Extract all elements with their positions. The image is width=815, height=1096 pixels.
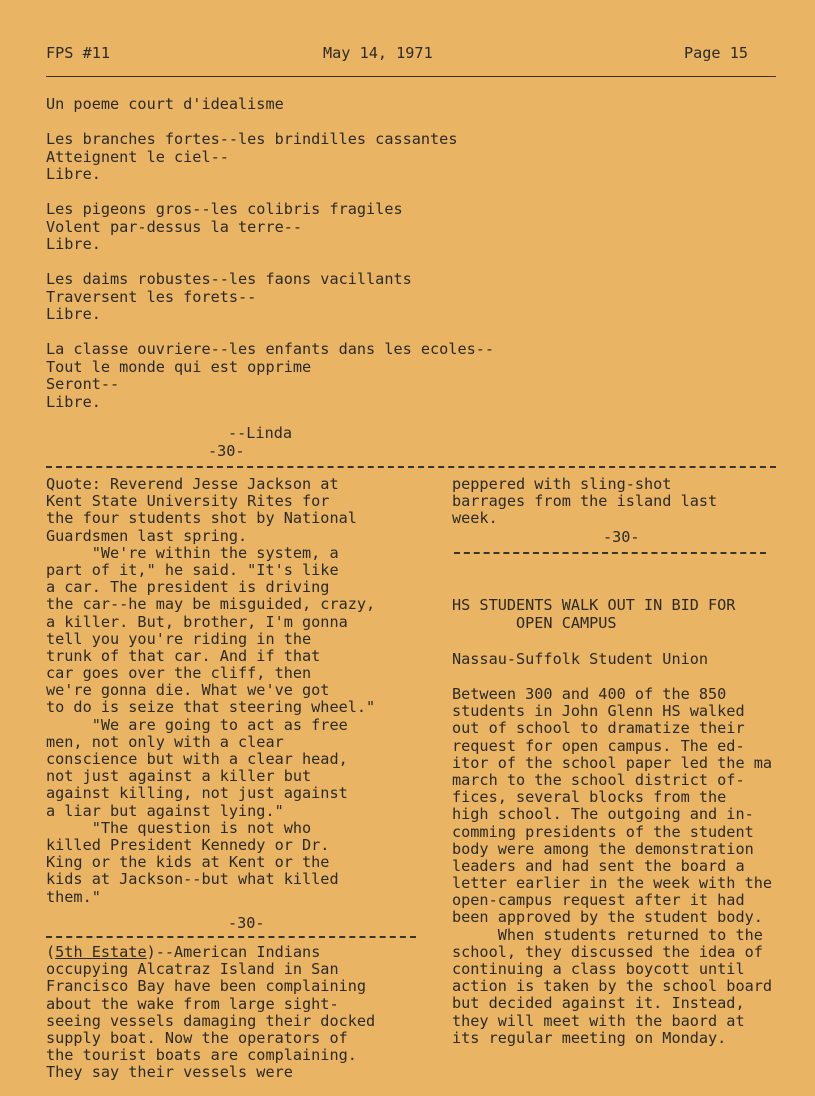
article-line: letter earlier in the week with the	[452, 874, 773, 893]
article-line: they will meet with the baord at	[452, 1011, 745, 1030]
headline-line-2: OPEN CAMPUS	[516, 614, 617, 632]
left-column	[46, 476, 446, 906]
poem-line: Libre.	[46, 305, 101, 323]
poem-signature: --Linda	[228, 424, 293, 442]
poem-stanza	[46, 341, 646, 411]
poem-stanza	[46, 131, 646, 184]
poem-line: Volent par-dessus la terre--	[46, 217, 303, 236]
quote-end-mark: -30-	[228, 914, 265, 932]
poem-line: Les pigeons gros--les colibris fragiles	[46, 200, 403, 218]
article-line: march to the school district of-	[452, 770, 745, 789]
article-line: open-campus request after it had	[452, 891, 745, 910]
article-line: trunk of that car. And if that	[46, 646, 321, 665]
alcatraz-continued	[452, 476, 792, 528]
article-line: part of it," he said. "It's like	[46, 560, 339, 579]
article-line: the tourist boats are complaining.	[46, 1046, 357, 1065]
article-line: a killer. But, brother, I'm gonna	[46, 612, 348, 631]
article-line: body were among the demonstration	[452, 839, 754, 858]
article-line: leaders and had sent the board a	[452, 856, 745, 875]
article-line: --American Indians	[155, 943, 321, 961]
article-line: about the wake from large sight-	[46, 994, 339, 1013]
article-line: tell you you're riding in the	[46, 629, 312, 648]
article-line: Francisco Bay have been complaining	[46, 977, 367, 996]
article-line: week.	[452, 509, 498, 528]
header-rule	[46, 76, 776, 77]
article-line: killed President Kennedy or Dr.	[46, 835, 330, 854]
poem-line: Traversent les forets--	[46, 287, 257, 306]
poem-line: Les daims robustes--les faons vacillants	[46, 270, 412, 288]
page-number: Page 15	[684, 44, 749, 62]
article-line: fices, several blocks from the	[452, 788, 727, 807]
article-line: the car--he may be misguided, crazy,	[46, 595, 376, 614]
left-divider	[46, 936, 416, 938]
article-line: high school. The outgoing and in-	[452, 805, 754, 824]
article-line: itor of the school paper led the ma	[452, 753, 773, 772]
article-line: against killing, not just against	[46, 784, 348, 803]
alcatraz-end-mark: -30-	[603, 528, 640, 546]
poem-line: Tout le monde qui est opprime	[46, 357, 312, 376]
source-tag: 5th Estate	[55, 943, 147, 961]
article-line: occupying Alcatraz Island in San	[46, 960, 339, 979]
article-line: men, not only with a clear	[46, 732, 284, 751]
article-line: we're gonna die. What we've got	[46, 681, 330, 700]
article-line: kids at Jackson--but what killed	[46, 870, 339, 889]
article-line: "We are going to act as free	[46, 715, 348, 734]
article-line: request for open campus. The ed-	[452, 736, 745, 755]
article-line: seeing vessels damaging their docked	[46, 1011, 376, 1030]
article-line: continuing a class boycott until	[452, 960, 745, 978]
poem-line: Libre.	[46, 165, 101, 183]
article-line: supply boat. Now the operators of	[46, 1028, 348, 1047]
article-line: barrages from the island last	[452, 492, 718, 511]
article-line: "We're within the system, a	[46, 543, 339, 562]
article-line: them."	[46, 887, 101, 906]
poem-line: Libre.	[46, 235, 101, 253]
article-line: been approved by the student body.	[452, 908, 763, 927]
article-line: They say their vessels were	[46, 1063, 293, 1082]
article-line: to do is seize that steering wheel."	[46, 698, 376, 717]
poem-stanza	[46, 201, 646, 254]
poem	[46, 96, 646, 429]
article-line: car goes over the cliff, then	[46, 664, 312, 683]
article-line: action is taken by the school board	[452, 977, 773, 996]
page-header	[46, 44, 758, 64]
article-source: Nassau-Suffolk Student Union	[452, 650, 709, 668]
poem-line: Atteignent le ciel--	[46, 147, 229, 166]
article-line: its regular meeting on Monday.	[452, 1028, 727, 1047]
jackson-quote	[46, 476, 446, 906]
poem-line: Libre.	[46, 392, 101, 411]
article-line: When students returned to the	[452, 925, 763, 944]
article-line: Quote: Reverend Jesse Jackson at	[46, 475, 339, 493]
alcatraz-article: (5th Estate)--American Indians occupying Alcatraz Island in San Francisco Bay have been complaining about the wake from large sight- seeing vessels damaging their docked supply boat. Now the operators of the tourist boats are complaining. They say their vessels were	[46, 944, 446, 1082]
article-line: the four students shot by National	[46, 509, 357, 528]
article-line: conscience but with a clear head,	[46, 750, 348, 768]
poem-title: Un poeme court d'idealisme	[46, 95, 284, 113]
section-divider	[46, 466, 776, 468]
issue-number: FPS #11	[46, 44, 111, 62]
article-line: a liar but against lying."	[46, 801, 284, 820]
article-line: students in John Glenn HS walked	[452, 702, 745, 721]
article-line: Guardsmen last spring.	[46, 526, 248, 545]
article-line: Kent State University Rites for	[46, 492, 330, 511]
walkout-article	[452, 686, 782, 1047]
article-line: Between 300 and 400 of the 850	[452, 686, 727, 703]
right-divider	[454, 552, 766, 554]
article-line: peppered with sling-shot	[452, 475, 672, 493]
poem-line: La classe ouvriere--les enfants dans les ecoles--	[46, 340, 495, 358]
poem-line: Les branches fortes--les brindilles cassantes	[46, 130, 458, 148]
poem-end-mark: -30-	[208, 442, 245, 460]
article-line: comming presidents of the student	[452, 822, 754, 841]
headline-line-1: HS STUDENTS WALK OUT IN BID FOR	[452, 596, 736, 614]
article-line: out of school to dramatize their	[452, 719, 745, 738]
article-line: school, they discussed the idea of	[452, 942, 763, 961]
poem-line: Seront--	[46, 375, 120, 393]
article-line: "The question is not who	[46, 818, 312, 837]
article-line: not just against a killer but	[46, 767, 312, 786]
issue-date: May 14, 1971	[323, 44, 433, 62]
poem-stanza	[46, 271, 646, 324]
article-line: King or the kids at Kent or the	[46, 853, 330, 872]
article-line: a car. The president is driving	[46, 578, 330, 597]
article-line: but decided against it. Instead,	[452, 994, 745, 1013]
